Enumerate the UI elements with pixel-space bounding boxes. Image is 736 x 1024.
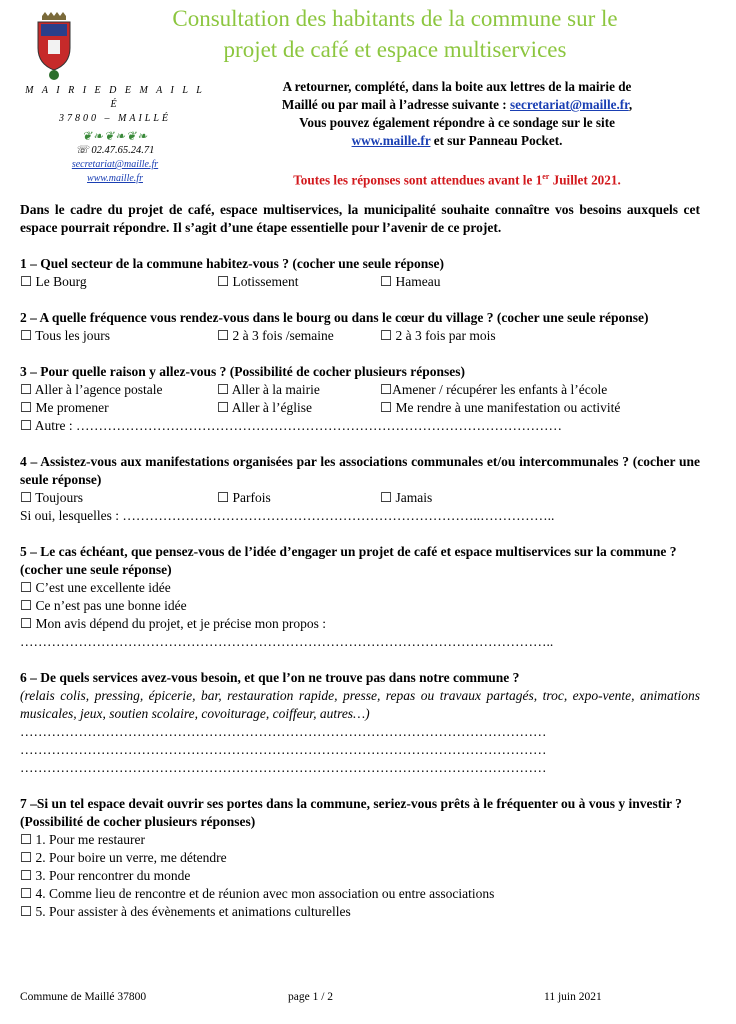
- page-footer: [20, 991, 700, 1007]
- which-events-field[interactable]: Si oui, lesquelles : ……………………………………………………………………..……………..: [20, 508, 555, 523]
- mairie-website-link[interactable]: www.maille.fr: [87, 173, 143, 184]
- footer-commune: Commune de Maillé 37800: [20, 991, 147, 1003]
- services-answer-line-2[interactable]: ………………………………………………………………………………………………………: [20, 742, 547, 757]
- checkbox-lieu-de-reunion[interactable]: ☐ 4. Comme lieu de rencontre et de réunion avec mon association ou entre associations: [20, 886, 495, 901]
- checkbox-jamais[interactable]: ☐ Jamais: [380, 490, 433, 505]
- question-6-examples: (relais colis, pressing, épicerie, bar, restauration rapide, presse, repas ou travaux partagés, troc, expo-vente, animations musicales, jeux, soutien scolaire, covoiturage, coiffeur, autres…): [20, 688, 700, 721]
- instructions-email-link[interactable]: secretariat@maille.fr: [509, 97, 629, 112]
- checkbox-tous-les-jours[interactable]: ☐ Tous les jours: [20, 328, 111, 343]
- footer-date: 11 juin 2021: [544, 991, 602, 1003]
- question-2-title: 2 – A quelle fréquence vous rendez-vous dans le bourg ou dans le cœur du village ? (cocher une seule réponse): [20, 310, 649, 325]
- checkbox-agence-postale[interactable]: ☐ Aller à l’agence postale: [20, 382, 163, 397]
- return-instructions: [222, 78, 692, 150]
- mairie-phone: ☏ 02.47.65.24.71: [75, 145, 155, 156]
- checkbox-enfants-ecole[interactable]: ☐Amener / récupérer les enfants à l’école: [380, 382, 608, 397]
- checkbox-parfois[interactable]: ☐ Parfois: [217, 490, 271, 505]
- instructions-line-2: Maillé ou par mail à l’adresse suivante : secretariat@maille.fr,: [281, 97, 633, 112]
- checkbox-manifestation[interactable]: ☐ Me rendre à une manifestation ou activité: [380, 400, 621, 415]
- instructions-line-4: www.maille.fr et sur Panneau Pocket.: [351, 133, 563, 148]
- page-title-line-1: Consultation des habitants de la commune sur le: [172, 6, 618, 31]
- ornament-divider: ❦❧❦❧❦❧: [81, 129, 149, 143]
- checkbox-excellente-idee[interactable]: ☐ C’est une excellente idée: [20, 580, 171, 595]
- maille-coat-of-arms-logo: [34, 12, 74, 82]
- services-answer-line-3[interactable]: ………………………………………………………………………………………………………: [20, 760, 547, 775]
- checkbox-lotissement[interactable]: ☐ Lotissement: [217, 274, 299, 289]
- question-3-options-row-2: [20, 399, 700, 417]
- checkbox-2-3-mois[interactable]: ☐ 2 à 3 fois par mois: [380, 328, 496, 343]
- services-answer-line-1[interactable]: ………………………………………………………………………………………………………: [20, 724, 547, 739]
- question-3-title: 3 – Pour quelle raison y allez-vous ? (Possibilité de cocher plusieurs réponses): [20, 364, 465, 379]
- checkbox-eglise[interactable]: ☐ Aller à l’église: [217, 400, 312, 415]
- checkbox-pas-bonne-idee[interactable]: ☐ Ce n’est pas une bonne idée: [20, 598, 187, 613]
- question-3-options-row-1: [20, 381, 700, 399]
- survey-body: [20, 201, 700, 921]
- checkbox-hameau[interactable]: ☐ Hameau: [380, 274, 441, 289]
- question-1-title: 1 – Quel secteur de la commune habitez-vous ? (cocher une seule réponse): [20, 256, 444, 271]
- question-1-options: [20, 273, 700, 291]
- opinion-answer-line[interactable]: ………………………………………………………………………………………………………..: [20, 634, 554, 649]
- question-2-options: [20, 327, 700, 345]
- question-5-title: 5 – Le cas échéant, que pensez-vous de l’idée d’engager un projet de café et espace multiservices sur la commune ? (cocher une seule réponse): [20, 544, 677, 577]
- checkbox-toujours[interactable]: ☐ Toujours: [20, 490, 84, 505]
- deadline-notice: Toutes les réponses sont attendues avant le 1er Juillet 2021.: [293, 172, 621, 188]
- footer-page-number: page 1 / 2: [288, 991, 334, 1003]
- mairie-postcode: 37800 – MAILLÉ: [59, 113, 171, 124]
- instructions-line-3: Vous pouvez également répondre à ce sondage sur le site: [299, 115, 615, 130]
- checkbox-autre-field[interactable]: ☐ Autre : ………………………………………………………………………………………………: [20, 418, 562, 433]
- mairie-email-link[interactable]: secretariat@maille.fr: [71, 159, 159, 170]
- checkbox-me-restaurer[interactable]: ☐ 1. Pour me restaurer: [20, 832, 145, 847]
- question-6-title: 6 – De quels services avez-vous besoin, et que l’on ne trouve pas dans notre commune ?: [20, 670, 520, 685]
- question-7-title: 7 –Si un tel espace devait ouvrir ses portes dans la commune, seriez-vous prêts à le fréquenter ou à vous y investir ? (Possibilité de cocher plusieurs réponses): [20, 796, 682, 829]
- checkbox-2-3-semaine[interactable]: ☐ 2 à 3 fois /semaine: [217, 328, 334, 343]
- checkbox-boire-un-verre[interactable]: ☐ 2. Pour boire un verre, me détendre: [20, 850, 227, 865]
- intro-text: Dans le cadre du projet de café, espace multiservices, la municipalité souhaite connaître vos besoins auxquels cet espace pourrait répondre. Il s’agit d’une étape essentielle pour l’avenir de ce projet.: [20, 202, 700, 235]
- question-4-title: 4 – Assistez-vous aux manifestations organisées par les associations communales et/ou intercommunales ? (cocher une seule réponse): [20, 454, 700, 487]
- checkbox-avis-depend[interactable]: ☐ Mon avis dépend du projet, et je précise mon propos :: [20, 616, 327, 631]
- checkbox-le-bourg[interactable]: ☐ Le Bourg: [20, 274, 87, 289]
- question-4-options: [20, 489, 700, 507]
- checkbox-me-promener[interactable]: ☐ Me promener: [20, 400, 109, 415]
- checkbox-mairie[interactable]: ☐ Aller à la mairie: [217, 382, 320, 397]
- checkbox-rencontrer-du-monde[interactable]: ☐ 3. Pour rencontrer du monde: [20, 868, 191, 883]
- instructions-line-1: A retourner, complété, dans la boite aux lettres de la mairie de: [282, 79, 632, 94]
- checkbox-evenements-culturels[interactable]: ☐ 5. Pour assister à des évènements et animations culturelles: [20, 904, 351, 919]
- mairie-contact-block: [20, 84, 210, 186]
- instructions-website-link[interactable]: www.maille.fr: [351, 133, 431, 148]
- page-title-line-2: projet de café et espace multiservices: [223, 37, 567, 62]
- mairie-name: M A I R I E D E M A I L L É: [25, 85, 205, 110]
